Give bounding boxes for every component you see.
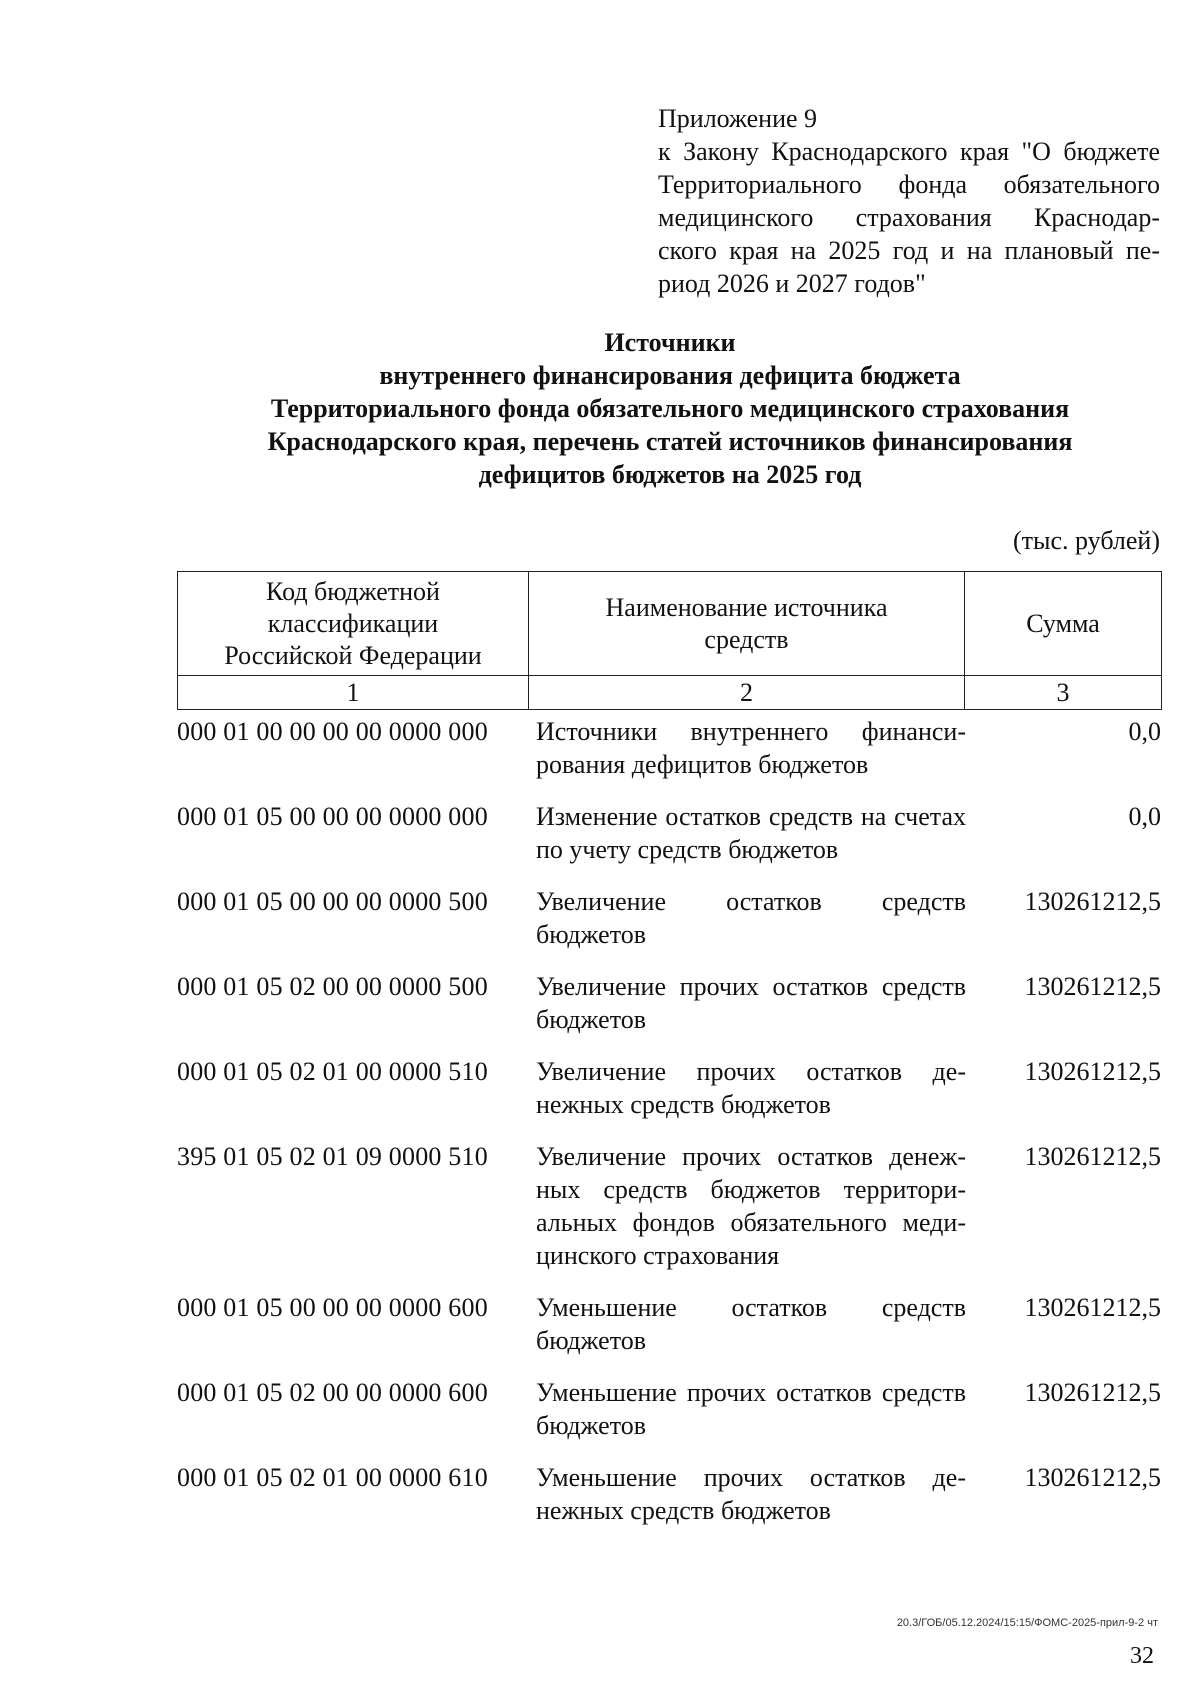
page-number: 32 [1130, 1643, 1154, 1669]
row-sum: 130261212,5 [1024, 1293, 1161, 1322]
annex-line: риод 2026 и 2027 годов" [658, 269, 926, 298]
col-number: 1 [178, 676, 529, 710]
row-sum: 130261212,5 [1024, 887, 1161, 916]
row-code: 395 01 05 02 01 09 0000 510 [177, 1142, 488, 1171]
annex-line: ского края на 2025 год и на плановый пе- [658, 236, 1160, 265]
col-number: 2 [529, 676, 965, 710]
document-title [160, 326, 1180, 491]
annex-line: медицинского страхования Краснодар- [658, 203, 1160, 232]
title-line: дефицитов бюджетов на 2025 год [478, 460, 862, 489]
row-sum: 0,0 [1128, 802, 1161, 831]
row-name: Увеличение остатков средств бюджетов [536, 887, 966, 949]
table-row [177, 1055, 1161, 1121]
row-name: Уменьшение остатков средств бюджетов [536, 1293, 966, 1355]
row-code: 000 01 05 02 01 00 0000 610 [177, 1463, 488, 1492]
row-sum: 130261212,5 [1024, 1463, 1161, 1492]
table-row [177, 1376, 1161, 1442]
table-row [177, 715, 1161, 781]
row-code: 000 01 05 02 00 00 0000 600 [177, 1378, 488, 1407]
header-code: Код бюджетной классификации Российской Федерации [178, 572, 529, 676]
row-code: 000 01 05 00 00 00 0000 500 [177, 887, 488, 916]
header-name: Наименование источника средств [529, 572, 965, 676]
row-name: Увеличение прочих остатков средств бюджетов [536, 972, 966, 1034]
table-row [177, 885, 1161, 951]
title-line: внутреннего финансирования дефицита бюджета [379, 361, 961, 390]
row-sum: 130261212,5 [1024, 1378, 1161, 1407]
row-code: 000 01 00 00 00 00 0000 000 [177, 717, 488, 746]
annex-line: Приложение 9 [658, 104, 818, 133]
table-row [177, 1140, 1161, 1272]
row-name: Уменьшение прочих остатков средств бюджетов [536, 1378, 966, 1440]
title-line: Территориального фонда обязательного медицинского страхования [270, 394, 1070, 423]
title-line: Источники [604, 328, 736, 357]
row-code: 000 01 05 02 00 00 0000 500 [177, 972, 488, 1001]
table-row [177, 1461, 1161, 1527]
annex-line: к Закону Краснодарского края "О бюджете [658, 137, 1160, 166]
row-name: Увеличение прочих остатков денежных средств бюджетов территориальных фондов обязательного медицинского страхования [536, 1142, 966, 1270]
table-header [177, 571, 1162, 710]
row-sum: 0,0 [1128, 717, 1161, 746]
row-code: 000 01 05 00 00 00 0000 000 [177, 802, 488, 831]
row-name: Увеличение прочих остатков денежных средств бюджетов [536, 1057, 966, 1119]
document-footer-code: 20.3/ГОБ/05.12.2024/15:15/ФОМС-2025-прил-9-2 чт [896, 1617, 1158, 1629]
header-sum: Сумма [965, 572, 1162, 676]
row-name: Уменьшение прочих остатков денежных средств бюджетов [536, 1463, 966, 1525]
table-row [177, 1291, 1161, 1357]
annex-line: Территориального фонда обязательного [658, 170, 1160, 199]
row-sum: 130261212,5 [1024, 1142, 1161, 1171]
row-code: 000 01 05 00 00 00 0000 600 [177, 1293, 488, 1322]
row-code: 000 01 05 02 01 00 0000 510 [177, 1057, 488, 1086]
col-number: 3 [965, 676, 1162, 710]
title-line: Краснодарского края, перечень статей источников финансирования [267, 427, 1073, 456]
units-label: (тыс. рублей) [1012, 526, 1160, 555]
table-body [177, 715, 1161, 1546]
row-sum: 130261212,5 [1024, 1057, 1161, 1086]
table-row [177, 970, 1161, 1036]
row-name: Источники внутреннего финансирования дефицитов бюджетов [536, 717, 966, 779]
row-name: Изменение остатков средств на счетах по учету средств бюджетов [536, 802, 966, 864]
row-sum: 130261212,5 [1024, 972, 1161, 1001]
annex-block [658, 102, 1160, 300]
table-row [177, 800, 1161, 866]
